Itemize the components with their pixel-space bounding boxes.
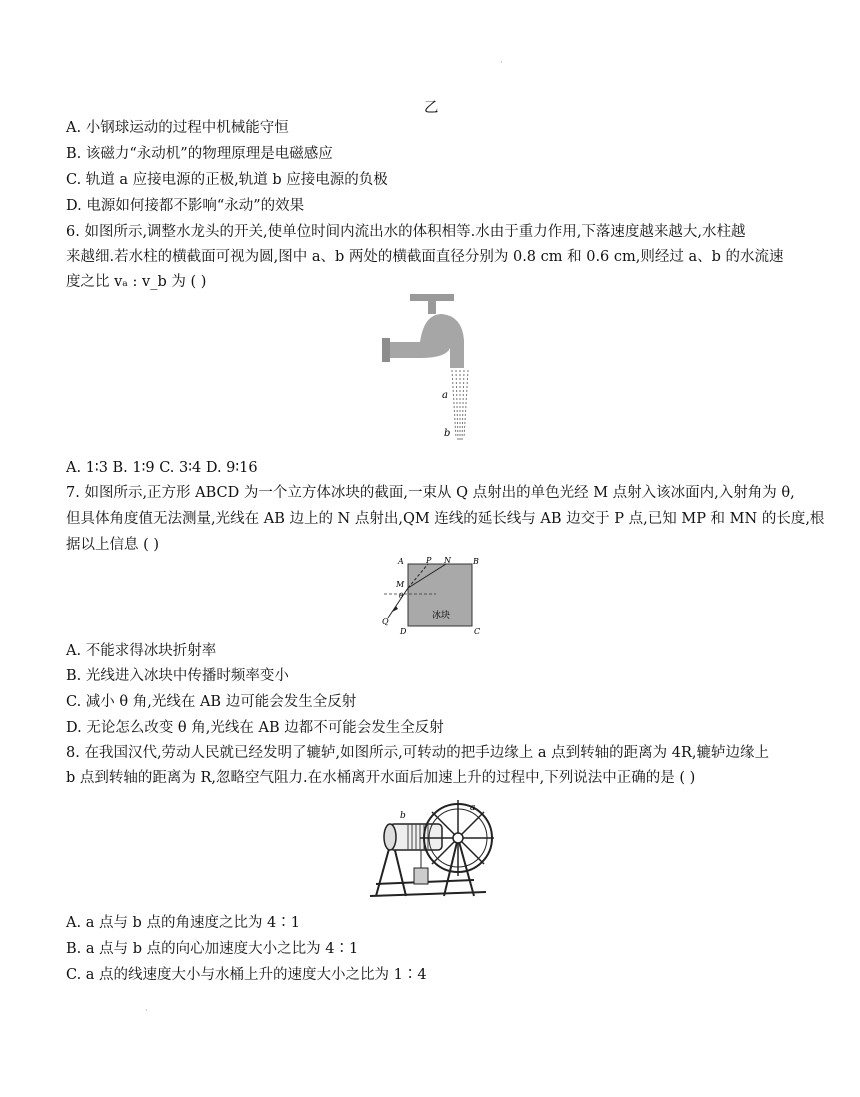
svg-text:冰块: 冰块	[432, 611, 451, 621]
q7-option-c: C. 减小 θ 角,光线在 AB 边可能会发生全反射	[66, 694, 357, 710]
footer-dot: ·	[145, 1006, 148, 1015]
windlass-figure	[362, 788, 494, 904]
figure-caption-yi: 乙	[424, 100, 439, 116]
q5-option-c: C. 轨道 a 应接电源的正极,轨道 b 应接电源的负极	[66, 172, 388, 188]
svg-text:N: N	[444, 556, 451, 565]
svg-text:Q: Q	[382, 617, 389, 626]
q7-stem-line2: 但具体角度值无法测量,光线在 AB 边上的 N 点射出,QM 连线的延长线与 AB 边交于 P 点,已知 MP 和 MN 的长度,根	[66, 511, 825, 527]
q6-options: A. 1∶3 B. 1∶9 C. 3∶4 D. 9∶16	[66, 460, 258, 476]
q7-stem-line1: 7. 如图所示,正方形 ABCD 为一个立方体冰块的截面,一束从 Q 点射出的单色光经 M 点射入该冰面内,入射角为 θ,	[66, 485, 795, 501]
svg-text:b: b	[400, 811, 406, 821]
q7-option-a: A. 不能求得冰块折射率	[66, 643, 217, 659]
q8-stem-line1: 8. 在我国汉代,劳动人民就已经发明了辘轳,如图所示,可转动的把手边缘上 a 点到转轴的距离为 4R,辘轳边缘上	[66, 745, 769, 761]
q6-stem-line1: 6. 如图所示,调整水龙头的开关,使单位时间内流出水的体积相等.水由于重力作用,下落速度越来越大,水柱越	[66, 224, 746, 240]
svg-text:a: a	[470, 803, 476, 813]
q5-option-a: A. 小钢球运动的过程中机械能守恒	[66, 120, 289, 136]
faucet-figure	[380, 292, 490, 452]
svg-text:P: P	[426, 556, 432, 565]
q7-option-b: B. 光线进入冰块中传播时频率变小	[66, 668, 289, 684]
q8-option-c: C. a 点的线速度大小与水桶上升的速度大小之比为 1∶4	[66, 967, 427, 983]
faucet-label-b: b	[444, 428, 451, 439]
svg-text:B: B	[473, 557, 479, 566]
faucet-label-a: a	[442, 390, 448, 401]
svg-text:A: A	[398, 557, 404, 566]
q8-option-a: A. a 点与 b 点的角速度之比为 4∶1	[66, 915, 301, 931]
q6-stem-line2: 来越细.若水柱的横截面可视为圆,图中 a、b 两处的横截面直径分别为 0.8 cm 和 0.6 cm,则经过 a、b 的水流速	[66, 249, 784, 265]
header-dot: ·	[500, 58, 503, 67]
svg-text:θ: θ	[399, 592, 404, 600]
q8-option-b: B. a 点与 b 点的向心加速度大小之比为 4∶1	[66, 941, 359, 957]
q7-option-d: D. 无论怎么改变 θ 角,光线在 AB 边都不可能会发生全反射	[66, 720, 444, 736]
q6-stem-line3: 度之比 vₐ : v_b 为 ( )	[66, 274, 207, 290]
ice-block-figure	[370, 556, 490, 638]
q7-stem-line3: 据以上信息 ( )	[66, 537, 160, 553]
q5-option-b: B. 该磁力“永动机”的物理原理是电磁感应	[66, 146, 333, 162]
svg-text:D: D	[400, 627, 407, 636]
q5-option-d: D. 电源如何接都不影响“永动”的效果	[66, 198, 305, 214]
svg-text:M: M	[396, 580, 405, 589]
svg-text:C: C	[474, 627, 481, 636]
q8-stem-line2: b 点到转轴的距离为 R,忽略空气阻力.在水桶离开水面后加速上升的过程中,下列说法中正确的是 ( )	[66, 770, 696, 786]
